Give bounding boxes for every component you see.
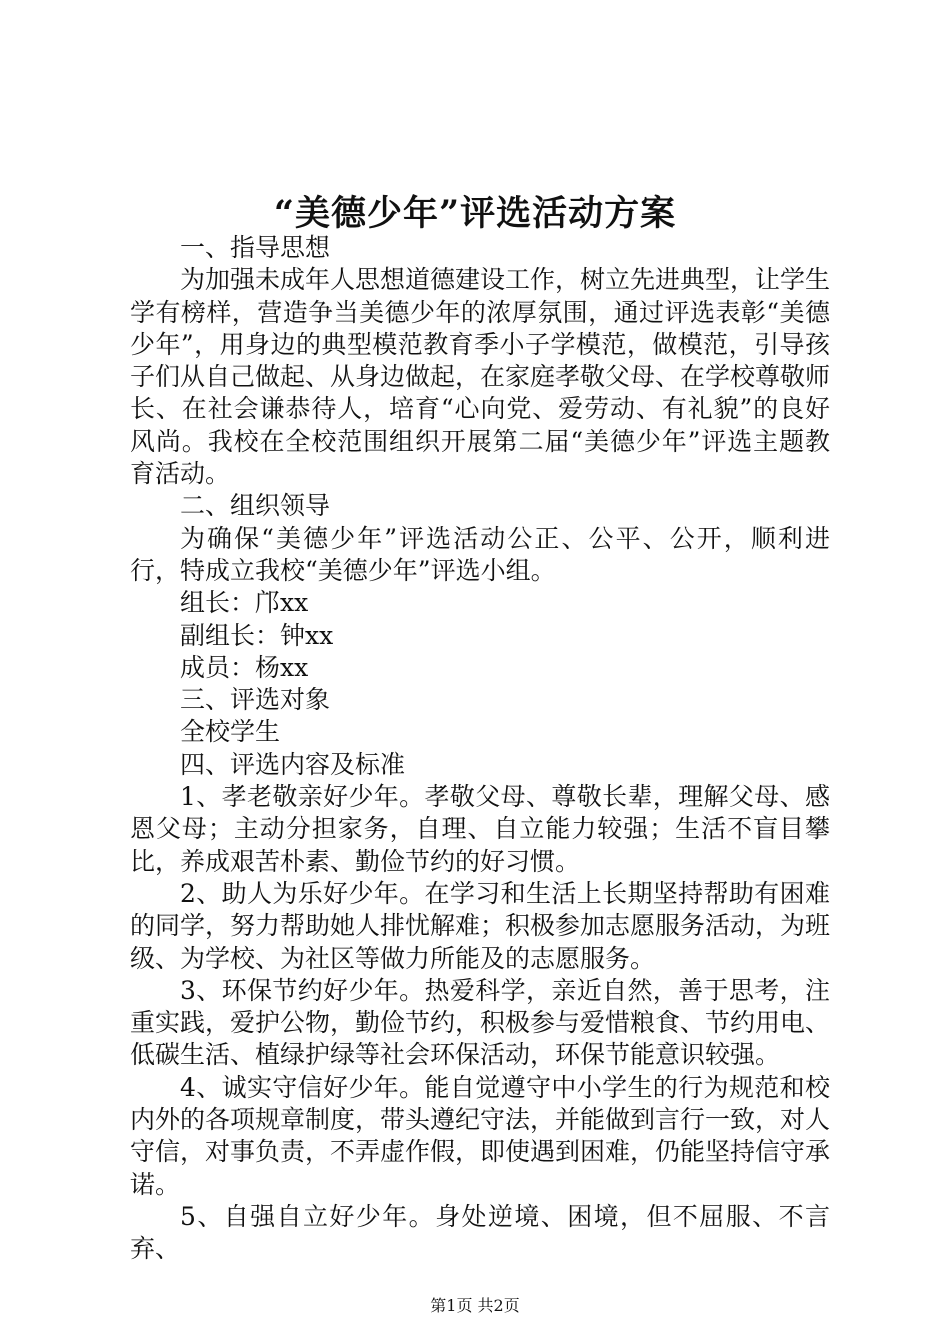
paragraph-organization: 为确保“美德少年”评选活动公正、公平、公开，顺利进行，特成立我校“美德少年”评选小组。 bbox=[130, 523, 830, 585]
document-body bbox=[130, 232, 830, 1266]
document-title: “美德少年”评选活动方案 bbox=[273, 193, 677, 234]
criteria-item-2: 2、助人为乐好少年。在学习和生活上长期坚持帮助有困难的同学，努力帮助她人排忧解难；积极参加志愿服务活动，为班级、为学校、为社区等做力所能及的志愿服务。 bbox=[130, 878, 831, 973]
heading-organization: 二、组织领导 bbox=[180, 491, 331, 521]
paragraph-purpose: 为加强未成年人思想道德建设工作，树立先进典型，让学生学有榜样，营造争当美德少年的浓厚氛围，通过评选表彰“美德少年”，用身边的典型模范教育季小子学模范，做模范，引导孩子们从自己做起、从身边做起，在家庭孝敬父母、在学校尊敬师长、在社会谦恭待人，培育“心向党、爱劳动、有礼貌”的良好风尚。我校在全校范围组织开展第二届“美德少年”评选主题教育活动。 bbox=[130, 265, 831, 489]
criteria-item-3: 3、环保节约好少年。热爱科学，亲近自然，善于思考，注重实践，爱护公物，勤俭节约，积极参与爱惜粮食、节约用电、低碳生活、植绿护绿等社会环保活动，环保节能意识较强。 bbox=[130, 975, 831, 1070]
leader-line: 组长：邝xx bbox=[180, 588, 309, 618]
target-line: 全校学生 bbox=[180, 717, 281, 747]
deputy-leader-line: 副组长：钟xx bbox=[180, 620, 334, 650]
criteria-item-5: 5、自强自立好少年。身处逆境、困境，但不屈服、不言弃、 bbox=[130, 1201, 830, 1264]
member-line: 成员：杨xx bbox=[180, 652, 309, 682]
heading-guiding-ideology: 一、指导思想 bbox=[180, 233, 331, 262]
heading-criteria: 四、评选内容及标准 bbox=[180, 749, 406, 779]
criteria-item-4: 4、诚实守信好少年。能自觉遵守中小学生的行为规范和校内外的各项规章制度，带头遵纪守法，并能做到言行一致，对人守信，对事负责，不弄虚作假，即使遇到困难，仍能坚持信守承诺。 bbox=[130, 1072, 831, 1199]
criteria-item-1: 1、孝老敬亲好少年。孝敬父母、尊敬长辈，理解父母、感恩父母；主动分担家务，自理、自立能力较强；生活不盲目攀比，养成艰苦朴素、勤俭节约的好习惯。 bbox=[130, 782, 830, 876]
heading-target: 三、评选对象 bbox=[180, 685, 331, 715]
page-footer: 第1页 共2页 bbox=[430, 1296, 520, 1315]
